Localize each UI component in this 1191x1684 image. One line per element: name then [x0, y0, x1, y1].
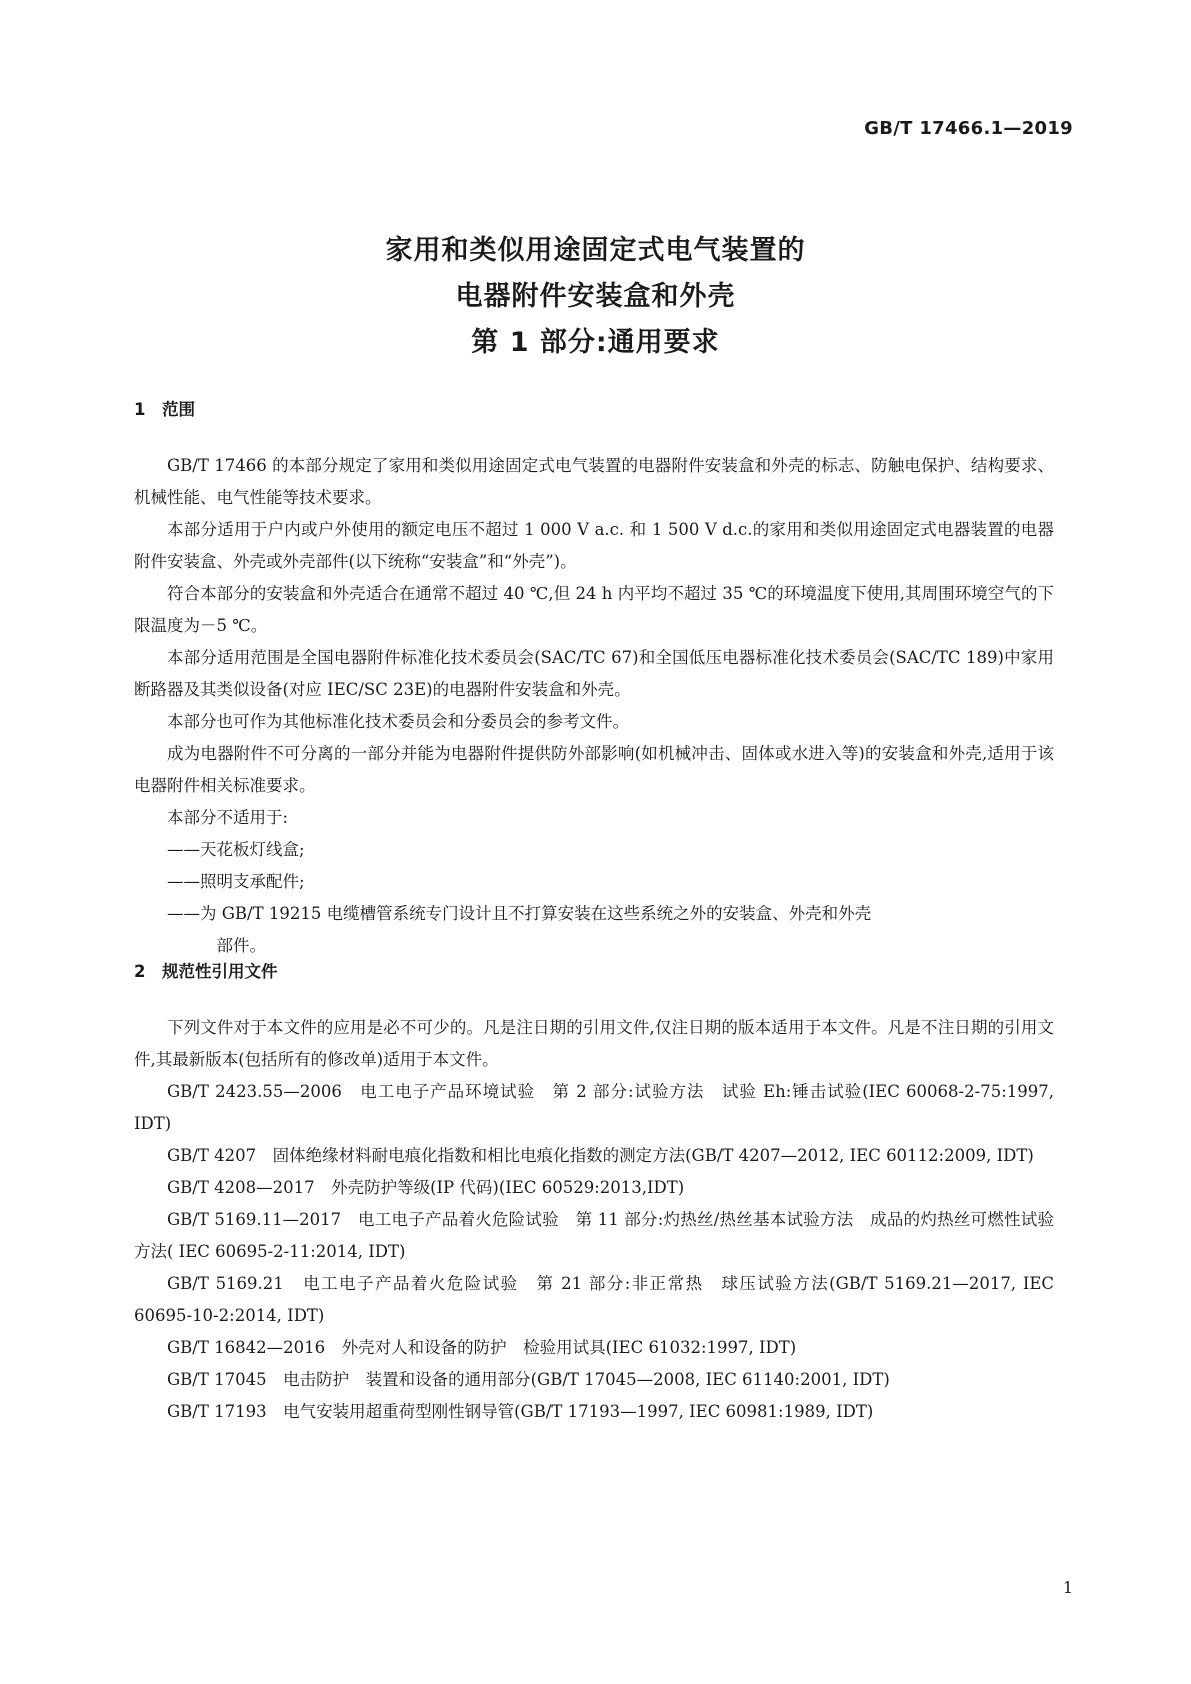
title-line-3: 第 1 部分:通用要求	[471, 327, 720, 358]
reference-entry: GB/T 17193 电气安装用超重荷型刚性钢导管(GB/T 17193—1997, IEC 60981:1989, IDT)	[167, 1402, 874, 1421]
paragraph: 符合本部分的安装盒和外壳适合在通常不超过 40 ℃,但 24 h 内平均不超过 35 ℃的环境温度下使用,其周围环境空气的下限温度为－5 ℃。	[134, 584, 1054, 635]
title-line-2: 电器附件安装盒和外壳	[455, 281, 736, 312]
section-2-heading	[134, 958, 278, 982]
exclusion-item: ——照明支承配件;	[167, 872, 305, 891]
reference-entry: GB/T 4208—2017 外壳防护等级(IP 代码)(IEC 60529:2013,IDT)	[167, 1178, 685, 1197]
reference-entry: GB/T 17045 电击防护 装置和设备的通用部分(GB/T 17045—2008, IEC 61140:2001, IDT)	[167, 1370, 890, 1389]
page-number: 1	[1062, 1578, 1073, 1597]
paragraph: 成为电器附件不可分离的一部分并能为电器附件提供防外部影响(如机械冲击、固体或水进入等)的安装盒和外壳,适用于该电器附件相关标准要求。	[134, 744, 1054, 795]
standard-code: GB/T 17466.1—2019	[864, 118, 1073, 139]
section-title: 范围	[162, 400, 195, 419]
reference-entry: GB/T 5169.21 电工电子产品着火危险试验 第 21 部分:非正常热 球压试验方法(GB/T 5169.21—2017, IEC 60695-10-2:2014, IDT)	[134, 1274, 1054, 1325]
paragraph: 本部分适用范围是全国电器附件标准化技术委员会(SAC/TC 67)和全国低压电器标准化技术委员会(SAC/TC 189)中家用断路器及其类似设备(对应 IEC/SC 23E)的电器附件安装盒和外壳。	[134, 648, 1054, 699]
reference-entry: GB/T 5169.11—2017 电工电子产品着火危险试验 第 11 部分:灼热丝/热丝基本试验方法 成品的灼热丝可燃性试验方法( IEC 60695-2-11:2014, IDT)	[134, 1210, 1054, 1261]
reference-entry: GB/T 4207 固体绝缘材料耐电痕化指数和相比电痕化指数的测定方法(GB/T 4207—2012, IEC 60112:2009, IDT)	[167, 1146, 1034, 1165]
section-1-body	[134, 450, 1054, 962]
reference-entry: GB/T 16842—2016 外壳对人和设备的防护 检验用试具(IEC 61032:1997, IDT)	[167, 1338, 797, 1357]
document-title	[0, 228, 1191, 366]
exclusion-item: ——天花板灯线盒;	[167, 840, 305, 859]
reference-entry: GB/T 2423.55—2006 电工电子产品环境试验 第 2 部分:试验方法 试验 Eh:锤击试验(IEC 60068-2-75:1997, IDT)	[134, 1082, 1054, 1133]
title-line-1: 家用和类似用途固定式电气装置的	[385, 235, 806, 266]
normative-references	[134, 1012, 1054, 1428]
exclusion-item: ——为 GB/T 19215 电缆槽管系统专门设计且不打算安装在这些系统之外的安装盒、外壳和外壳	[167, 904, 872, 923]
exclusion-item-continued: 部件。	[216, 936, 266, 955]
paragraph: 本部分不适用于:	[167, 808, 289, 827]
paragraph: 本部分适用于户内或户外使用的额定电压不超过 1 000 V a.c. 和 1 500 V d.c.的家用和类似用途固定式电器装置的电器附件安装盒、外壳或外壳部件(以下统称“安装盒”和“外壳”)。	[134, 520, 1054, 571]
references-intro: 下列文件对于本文件的应用是必不可少的。凡是注日期的引用文件,仅注日期的版本适用于本文件。凡是不注日期的引用文件,其最新版本(包括所有的修改单)适用于本文件。	[134, 1018, 1054, 1069]
paragraph: 本部分也可作为其他标准化技术委员会和分委员会的参考文件。	[167, 712, 629, 731]
section-number: 2	[134, 962, 146, 981]
section-number: 1	[134, 400, 146, 419]
section-1-heading	[134, 396, 195, 420]
paragraph: GB/T 17466 的本部分规定了家用和类似用途固定式电气装置的电器附件安装盒和外壳的标志、防触电保护、结构要求、机械性能、电气性能等技术要求。	[134, 456, 1054, 507]
section-title: 规范性引用文件	[162, 962, 278, 981]
